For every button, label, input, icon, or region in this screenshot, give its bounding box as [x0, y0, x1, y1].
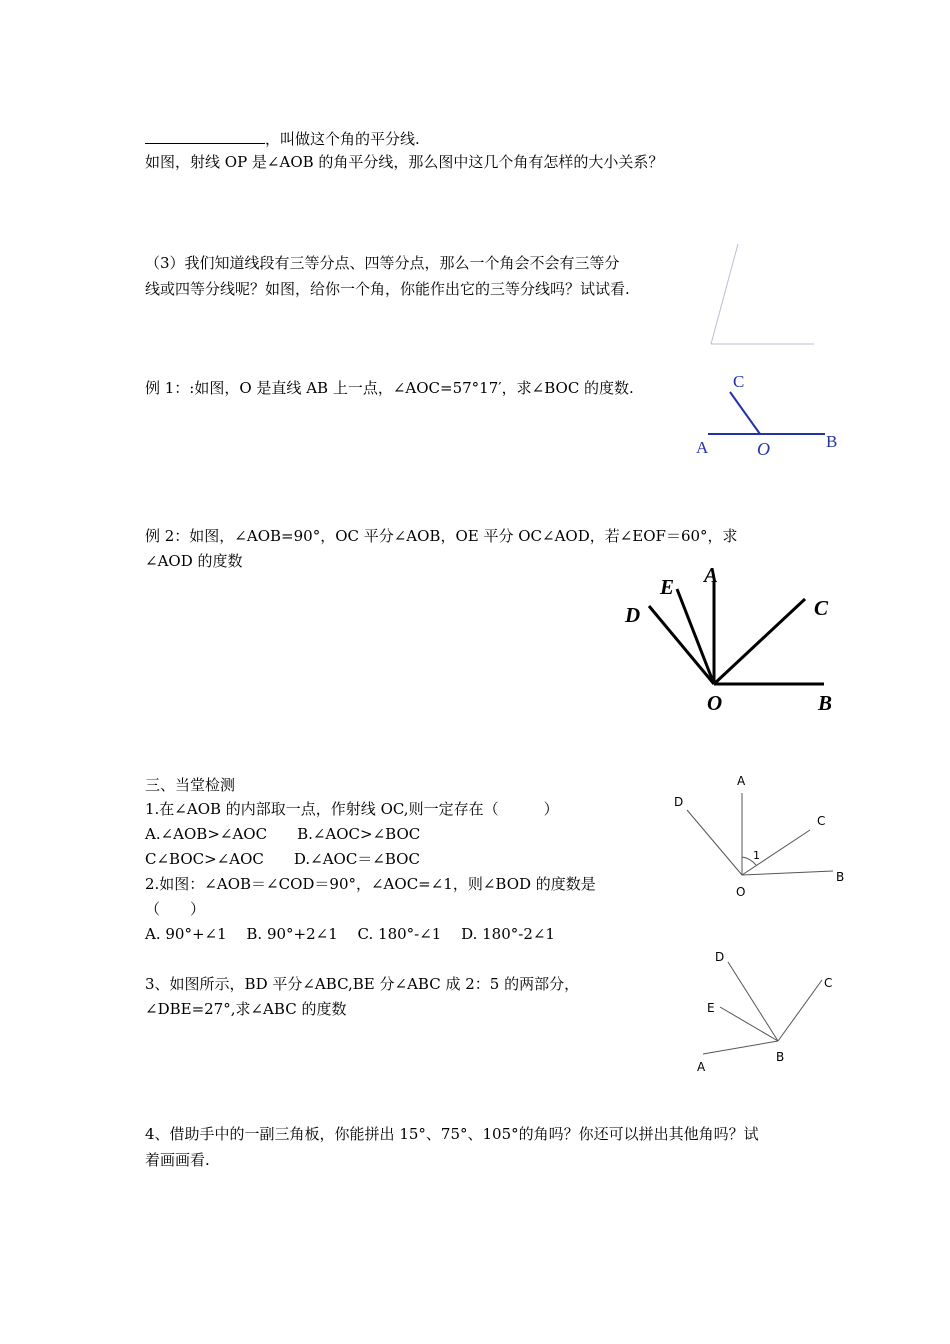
ray-od — [687, 810, 742, 875]
label-a: A — [697, 1060, 706, 1074]
question-3-line2: 线或四等分线呢？如图，给你一个角，你能作出它的三等分线吗？试试看. — [145, 280, 630, 298]
fill-blank — [145, 126, 265, 144]
label-b: B — [776, 1050, 785, 1064]
label-c: C — [814, 596, 829, 620]
label-d: D — [625, 603, 641, 627]
section-heading: 三、当堂检测 — [145, 776, 236, 794]
label-c: C — [817, 814, 826, 828]
ray-ba — [703, 1041, 778, 1054]
label-e: E — [707, 1001, 715, 1015]
trisection-angle-figure — [700, 240, 830, 355]
example-2-line1: 例 2：如图，∠AOB=90°，OC 平分∠AOB，OE 平分 OC∠AOD，若∠EOF＝60°，求 — [145, 527, 738, 545]
label-a: A — [737, 774, 746, 788]
ray-oc — [714, 599, 805, 684]
example-2-line2: ∠AOD 的度数 — [145, 552, 243, 570]
quiz-question-2-answer-blank: （ ） — [145, 900, 206, 918]
ray-od — [649, 606, 714, 684]
label-b: B — [818, 691, 833, 715]
label-d: D — [674, 795, 684, 809]
example-1-figure — [690, 365, 850, 465]
example-1: 例 1：:如图，O 是直线 AB 上一点，∠AOC=57°17′，求∠BOC 的度数. — [145, 379, 634, 397]
quiz-question-3-line2: ∠DBE=27°,求∠ABC 的度数 — [145, 1000, 347, 1018]
angle-side-upper — [711, 244, 738, 344]
definition-text: ，叫做这个角的平分线. — [265, 130, 420, 148]
label-angle-1: 1 — [753, 849, 760, 862]
question-2-figure — [665, 765, 855, 905]
label-o: O — [707, 691, 723, 715]
label-e: E — [660, 575, 675, 599]
ray-oe — [677, 589, 714, 684]
ray-bc — [778, 980, 822, 1041]
label-a: A — [704, 563, 719, 587]
question-3-line1: （3）我们知道线段有三等分点、四等分点，那么一个角会不会有三等分 — [145, 254, 620, 272]
quiz-question-1: 1.在∠AOB 的内部取一点，作射线 OC,则一定存在（ ） — [145, 800, 559, 818]
quiz-question-2-options: A. 90°+∠1 B. 90°+2∠1 C. 180°-∠1 D. 180°-2∠1 — [145, 925, 555, 943]
label-b: B — [836, 870, 845, 884]
definition-line — [145, 126, 420, 151]
label-o: O — [736, 885, 746, 899]
label-o: O — [757, 439, 770, 459]
ray-bd — [728, 962, 778, 1041]
ray-ob — [742, 871, 833, 875]
ray-be — [720, 1007, 778, 1041]
question-3-figure — [690, 940, 850, 1080]
example-2-figure — [620, 560, 850, 720]
label-a: A — [696, 438, 709, 457]
label-b: B — [826, 432, 838, 451]
quiz-question-4-line1: 4、借助手中的一副三角板，你能拼出 15°、75°、105°的角吗？你还可以拼出其他角吗？试 — [145, 1125, 759, 1143]
quiz-question-3-line1: 3、如图所示，BD 平分∠ABC,BE 分∠ABC 成 2：5 的两部分， — [145, 975, 580, 993]
quiz-question-1-options-cd: C∠BOC>∠AOC D.∠AOC＝∠BOC — [145, 850, 420, 868]
question-op-bisector: 如图，射线 OP 是∠AOB 的角平分线，那么图中这几个角有怎样的大小关系？ — [145, 153, 664, 171]
ray-oc — [730, 392, 760, 434]
label-d: D — [715, 950, 725, 964]
label-c: C — [733, 372, 745, 391]
quiz-question-4-line2: 着画画看. — [145, 1151, 210, 1169]
quiz-question-2: 2.如图：∠AOB＝∠COD＝90°，∠AOC=∠1，则∠BOD 的度数是 — [145, 875, 596, 893]
quiz-question-1-options-ab: A.∠AOB>∠AOC B.∠AOC>∠BOC — [145, 825, 421, 843]
label-c: C — [824, 976, 833, 990]
